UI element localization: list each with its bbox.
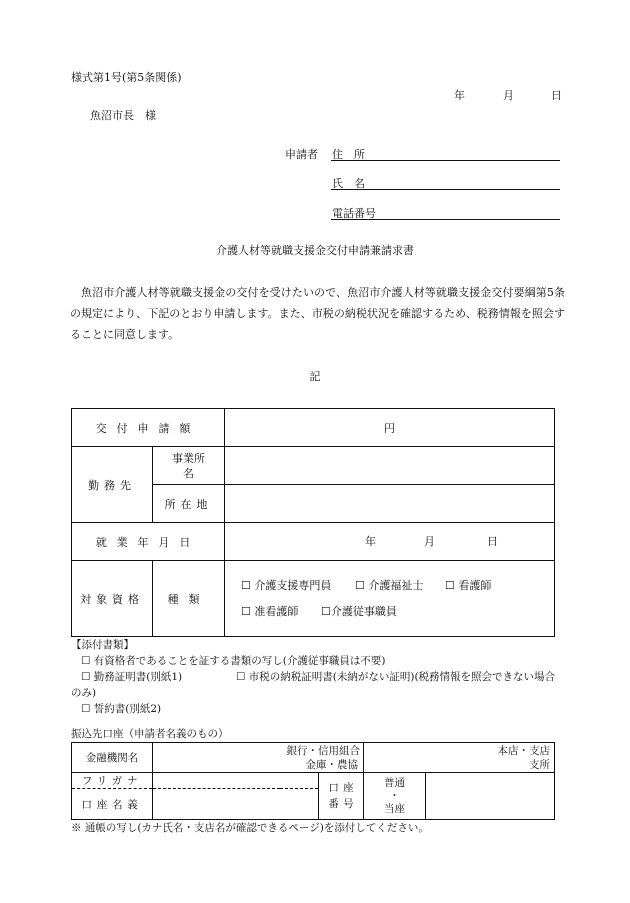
body-paragraph: 魚沼市介護人材等就職支援金の交付を受けたいので、魚沼市介護人材等就職支援金交付要綱第5条の規定により、下記のとおり申請します。また、市税の納税状況を確認するため、税務情報を照会することに同意します。 [70, 286, 565, 341]
bank-heading: 振込先口座（申請者名義のもの） [71, 728, 229, 740]
institution-type-2: 金庫・農協 [305, 758, 359, 771]
checkbox-icon[interactable]: ☐ [81, 655, 91, 667]
workplace-label-cell: 勤務先 [72, 447, 153, 523]
checkbox-icon[interactable]: ☐ [81, 671, 91, 683]
checkbox-icon[interactable]: ☐ [321, 604, 331, 618]
attachments-heading: 【添付書類】 [71, 639, 134, 651]
emp-year-label: 年 [365, 534, 376, 548]
qualification-label-cell: 対象資格 [72, 561, 153, 637]
emp-month-label: 月 [424, 534, 435, 548]
qualification-options-cell [225, 561, 555, 637]
phone-field-line[interactable] [331, 219, 560, 220]
date-year-label: 年 [454, 89, 465, 102]
institution-type-1: 銀行・信用組合 [286, 744, 361, 757]
attachment-item-2[interactable]: ☐ 勤務証明書(別紙1) [81, 671, 183, 683]
account-name-label-cell: 口座名義 [72, 789, 153, 820]
option-care-staff[interactable]: ☐介護従事職員 [321, 604, 397, 618]
employment-date-row [72, 523, 555, 561]
date-month-label: 月 [503, 89, 514, 102]
date-day-label: 日 [551, 89, 562, 102]
option-assistant-nurse[interactable]: ☐ 准看護師 [241, 604, 299, 618]
checkbox-icon[interactable]: ☐ [355, 578, 365, 592]
furigana-label-cell: フリガナ [72, 773, 153, 789]
amount-row [72, 409, 555, 447]
checkbox-icon[interactable]: ☐ [236, 671, 246, 683]
form-number: 様式第1号(第5条関係) [71, 71, 182, 84]
institution-label-cell: 金融機関名 [72, 743, 153, 773]
yen-unit: 円 [384, 421, 395, 435]
account-number-input-cell[interactable] [426, 773, 555, 820]
branch-input-cell[interactable] [364, 743, 555, 773]
attachment-item-1[interactable]: ☐ 有資格者であることを証する書類の写し(介護従事職員は不要) [81, 655, 386, 667]
checkbox-icon[interactable]: ☐ [445, 578, 455, 592]
institution-row [72, 743, 555, 773]
checkbox-icon[interactable]: ☐ [241, 578, 251, 592]
bank-note: ※ 通帳の写し(カナ氏名・支店名が確認できるページ)を添付してください。 [71, 822, 429, 834]
institution-input-cell[interactable] [153, 743, 364, 773]
employment-date-input-cell[interactable] [225, 523, 555, 561]
office-name-row [72, 447, 555, 485]
checkbox-icon[interactable]: ☐ [241, 604, 251, 618]
addressee: 魚沼市長 様 [90, 109, 156, 122]
option-nurse[interactable]: ☐ 看護師 [445, 578, 492, 592]
location-input-cell[interactable] [225, 485, 555, 523]
qualification-row [72, 561, 555, 637]
address-field-line[interactable] [331, 160, 560, 161]
office-name-input-cell[interactable] [225, 447, 555, 485]
ki-label: 記 [309, 370, 321, 383]
name-field-line[interactable] [331, 189, 560, 190]
option-care-worker[interactable]: ☐ 介護福祉士 [355, 578, 424, 592]
employment-date-label-cell: 就業年月日 [72, 523, 225, 561]
option-care-manager[interactable]: ☐ 介護支援専門員 [241, 578, 332, 592]
bank-table [71, 742, 555, 820]
attachment-item-4[interactable]: ☐ 誓約書(別紙2) [81, 703, 162, 715]
furigana-row [72, 773, 555, 789]
branch-type-2: 支所 [529, 758, 550, 771]
branch-type-1: 本店・支店 [497, 744, 550, 757]
office-name-label-cell: 事業所名 [153, 447, 225, 485]
attachment-item-3[interactable]: ☐ 市税の納税証明書(未納がない証明)(税務情報を照会できない場合のみ) [71, 671, 556, 699]
checkbox-icon[interactable]: ☐ [81, 703, 91, 715]
name-label: 氏 名 [332, 177, 365, 190]
type-label-cell: 種類 [153, 561, 225, 637]
furigana-input-cell[interactable] [153, 773, 319, 789]
form-title: 介護人材等就職支援金交付申請兼請求書 [216, 244, 414, 257]
account-number-label-cell: 口座 番号 [319, 773, 364, 820]
amount-input-cell[interactable] [225, 409, 555, 447]
application-table [71, 408, 555, 637]
amount-label-cell: 交付申請額 [72, 409, 225, 447]
phone-label: 電話番号 [332, 207, 376, 220]
applicant-role-label: 申請者 [285, 148, 318, 161]
address-label: 住 所 [332, 148, 365, 161]
account-type-cell[interactable]: 普通 ・ 当座 [364, 773, 426, 820]
account-name-input-cell[interactable] [153, 789, 319, 820]
location-label-cell: 所在地 [153, 485, 225, 523]
emp-day-label: 日 [487, 534, 498, 548]
